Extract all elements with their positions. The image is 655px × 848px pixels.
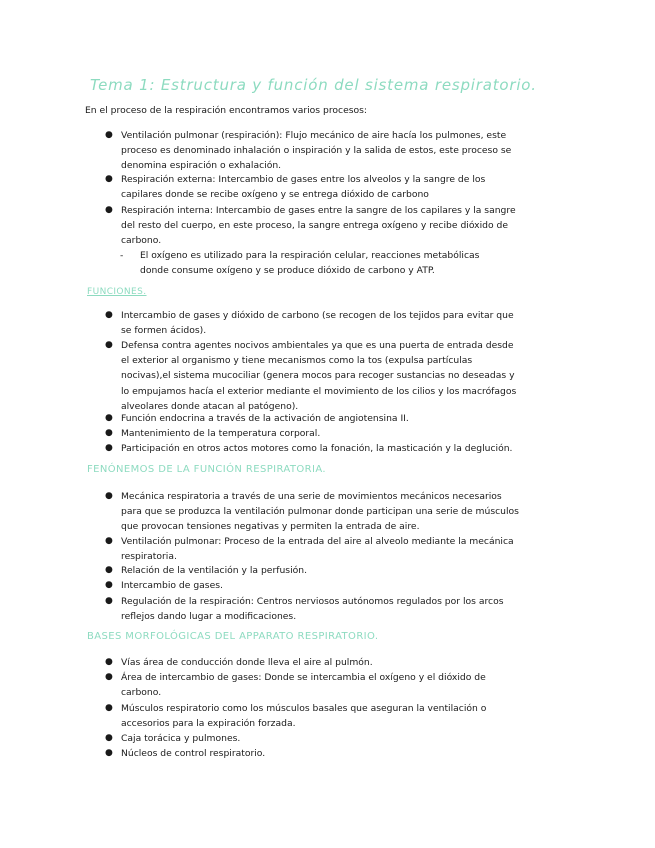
bullet-icon: ●	[105, 443, 113, 453]
list-item: ● Ventilación pulmonar (respiración): Flujo mecánico de aire hacía los pulmones, este proceso es denominado inhalación o inspiración y la salida de estos, este proceso se denomina espiración o exhalación.	[105, 130, 512, 172]
bullet-icon: ●	[105, 748, 113, 758]
list-item: ● Núcleos de control respiratorio.	[121, 746, 521, 761]
list-item: ● Relación de la ventilación y la perfusión.	[121, 563, 521, 578]
bullet-icon: ●	[105, 174, 113, 184]
bullet-icon: ●	[105, 733, 113, 743]
sub-list-item: - El oxígeno es utilizado para la respiración celular, reacciones metabólicas donde consume oxígeno y se produce dióxido de carbono y ATP.	[120, 250, 480, 277]
dash-icon: -	[120, 250, 124, 261]
bullet-icon: ●	[105, 703, 113, 713]
list-item: ● Respiración externa: Intercambio de gases entre los alveolos y la sangre de los capilares donde se recibe oxígeno y se entrega dióxido de carbono	[105, 174, 486, 201]
bullet-icon: ●	[105, 428, 113, 438]
list-item: ● Mecánica respiratoria a través de una serie de movimientos mecánicos necesarios para que se produzca la ventilación pulmonar donde participan una serie de músculos que provocan tensiones negativas y permiten la entrada de aire.	[105, 491, 519, 533]
list-item: ● Mantenimiento de la temperatura corporal.	[121, 426, 521, 441]
section-heading-funciones: FUNCIONES.	[87, 287, 147, 297]
bullet-icon: ●	[105, 580, 113, 590]
bullet-icon: ●	[105, 657, 113, 667]
list-item: ● Intercambio de gases.	[121, 578, 521, 593]
list-item: ● Función endocrina a través de la activación de angiotensina II.	[121, 411, 521, 426]
list-item: ● Respiración interna: Intercambio de gases entre la sangre de los capilares y la sangre del resto del cuerpo, en este proceso, la sangre entrega oxígeno y recibe dióxido de carbono.	[105, 205, 516, 247]
bullet-icon: ●	[105, 672, 113, 682]
list-item: ● Intercambio de gases y dióxido de carbono (se recogen de los tejidos para evitar que se formen ácidos).	[105, 310, 514, 337]
intro-text: En el proceso de la respiración encontramos varios procesos:	[85, 105, 368, 116]
list-item: ● Área de intercambio de gases: Donde se intercambia el oxígeno y el dióxido de carbono.	[105, 672, 486, 699]
bullet-icon: ●	[105, 205, 113, 215]
bullet-icon: ●	[105, 565, 113, 575]
list-item: ● Vías área de conducción donde lleva el aire al pulmón.	[121, 655, 521, 670]
list-item: ● Participación en otros actos motores como la fonación, la masticación y la deglución.	[121, 441, 521, 456]
list-item: ● Defensa contra agentes nocivos ambientales ya que es una puerta de entrada desde el exterior al organismo y tiene mecanismos como la tos (expulsa partículas nocivas),el sistema mucociliar (genera mocos para recoger sustancias no deseadas y lo empujamos hacía el exterior mediante el movimiento de los cilios y los macrófagos alveolares donde atacan al patógeno).	[105, 340, 517, 412]
bullet-icon: ●	[105, 491, 113, 501]
bullet-icon: ●	[105, 310, 113, 320]
section-heading-fenomenos: FENÓNEMOS DE LA FUNCIÓN RESPIRATORIA.	[87, 464, 326, 475]
page-title: Tema 1: Estructura y función del sistema respiratorio.	[90, 76, 537, 94]
bullet-icon: ●	[105, 536, 113, 546]
bullet-icon: ●	[105, 340, 113, 350]
bullet-icon: ●	[105, 130, 113, 140]
section-heading-bases: BASES MORFOLÓGICAS DEL APPARATO RESPIRATORIO.	[87, 631, 379, 642]
bullet-icon: ●	[105, 413, 113, 423]
list-item: ● Caja torácica y pulmones.	[121, 731, 521, 746]
list-item: ● Regulación de la respiración: Centros nerviosos autónomos regulados por los arcos reflejos dando lugar a modificaciones.	[105, 596, 504, 623]
list-item: ● Ventilación pulmonar: Proceso de la entrada del aire al alveolo mediante la mecánica respiratoria.	[105, 536, 514, 563]
list-item: ● Músculos respiratorio como los músculos basales que aseguran la ventilación o accesorios para la expiración forzada.	[105, 703, 487, 730]
bullet-icon: ●	[105, 596, 113, 606]
